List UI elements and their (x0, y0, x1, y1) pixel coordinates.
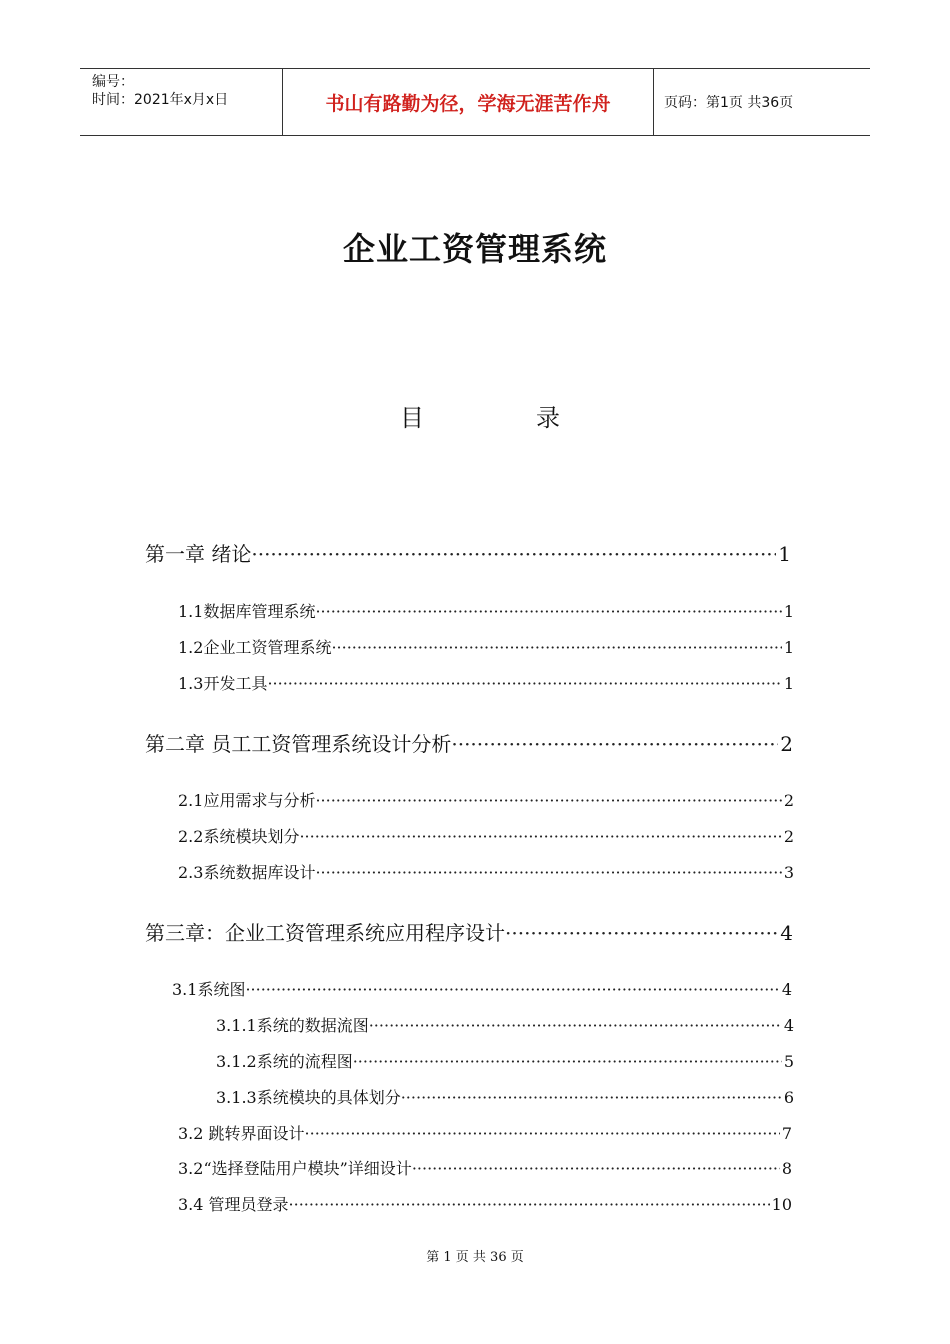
number-label: 编号： (92, 74, 134, 90)
toc-entry[interactable] (145, 728, 793, 757)
toc-leader-dots (267, 674, 781, 693)
toc-entry-page: 5 (783, 1052, 794, 1071)
toc-entry[interactable] (145, 538, 791, 567)
page-footer: 第 1 页 共 36 页 (426, 1250, 524, 1265)
toc-entry-page: 7 (781, 1124, 792, 1143)
toc-entry-page: 4 (781, 980, 792, 999)
toc-leader-dots (299, 827, 781, 846)
toc-leader-dots (315, 791, 781, 810)
toc-entry-label: 2.3系统数据库设计 (178, 863, 316, 882)
toc-entry-page: 6 (783, 1088, 794, 1107)
toc-entry[interactable] (178, 788, 794, 811)
toc-leader-dots (331, 638, 781, 657)
toc-entry-label: 第二章 员工工资管理系统设计分析 (145, 732, 452, 756)
toc-entry-page: 3 (783, 863, 794, 882)
toc-entry-label: 2.1应用需求与分析 (178, 791, 316, 810)
document-title: 企业工资管理系统 (342, 230, 607, 268)
toc-leader-dots (505, 921, 778, 945)
toc-entry[interactable] (145, 917, 793, 946)
toc-entry-label: 3.2“选择登陆用户模块”详细设计 (178, 1159, 412, 1178)
toc-entry-label: 3.1系统图 (172, 980, 246, 999)
toc-leader-dots (315, 602, 781, 621)
toc-leader-dots (412, 1159, 780, 1178)
toc-heading-left: 目 (400, 404, 424, 432)
toc-leader-dots (401, 1088, 782, 1107)
header-page-info: 页码：第1页 共36页 (664, 95, 794, 111)
toc-leader-dots (451, 732, 778, 756)
toc-leader-dots (353, 1052, 782, 1071)
toc-entry-label: 1.3开发工具 (178, 674, 268, 693)
toc-entry[interactable] (178, 860, 794, 883)
toc-leader-dots (251, 542, 776, 566)
toc-entry-page: 2 (783, 827, 794, 846)
toc-entry[interactable] (178, 1156, 792, 1179)
toc-leader-dots (369, 1016, 782, 1035)
toc-leader-dots (289, 1195, 770, 1214)
toc-entry-page: 1 (783, 638, 794, 657)
date-label: 时间：2021年x月x日 (92, 92, 229, 108)
toc-entry[interactable] (178, 671, 794, 694)
toc-entry[interactable] (178, 1121, 792, 1144)
toc-entry[interactable] (178, 635, 794, 658)
toc-leader-dots (315, 863, 781, 882)
toc-entry-page: 8 (781, 1159, 792, 1178)
toc-entry[interactable] (216, 1049, 794, 1072)
toc-entry-label: 1.1数据库管理系统 (178, 602, 316, 621)
toc-entry-page: 2 (783, 791, 794, 810)
toc-entry[interactable] (172, 977, 792, 1000)
toc-entry-page: 2 (780, 732, 793, 756)
toc-entry-page: 4 (780, 921, 793, 945)
toc-entry[interactable] (178, 599, 794, 622)
toc-entry-page: 1 (783, 602, 794, 621)
toc-entry-label: 2.2系统模块划分 (178, 827, 300, 846)
toc-leader-dots (305, 1124, 780, 1143)
toc-entry-page: 4 (783, 1016, 794, 1035)
toc-entry[interactable] (216, 1013, 794, 1036)
toc-entry-label: 3.4 管理员登录 (178, 1195, 289, 1214)
toc-leader-dots (245, 980, 779, 999)
toc-entry-label: 第三章：企业工资管理系统应用程序设计 (145, 921, 505, 945)
toc-entry-label: 1.2企业工资管理系统 (178, 638, 332, 657)
toc-entry-label: 3.2 跳转界面设计 (178, 1124, 305, 1143)
toc-entry-label: 3.1.1系统的数据流图 (216, 1016, 369, 1035)
toc-entry-label: 3.1.3系统模块的具体划分 (216, 1088, 401, 1107)
toc-entry-page: 1 (783, 674, 794, 693)
toc-entry-label: 第一章 绪论 (145, 542, 252, 566)
toc-entry-page: 1 (778, 542, 791, 566)
toc-heading-right: 录 (536, 404, 560, 432)
toc-entry[interactable] (178, 1192, 792, 1215)
toc-entry[interactable] (178, 824, 794, 847)
toc-entry[interactable] (216, 1085, 794, 1108)
header-motto: 书山有路勤为径，学海无涯苦作舟 (282, 69, 654, 135)
toc-entry-page: 10 (771, 1195, 792, 1214)
toc-entry-label: 3.1.2系统的流程图 (216, 1052, 353, 1071)
